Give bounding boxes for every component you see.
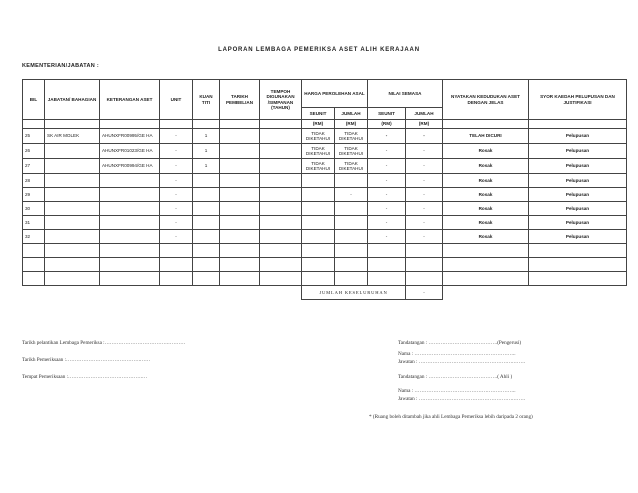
table-row [23,216,627,230]
cell-keterangan: AHUNXFR00995/GE HA [100,129,160,144]
cell-keterangan [100,174,160,188]
cell-bil: 28 [23,174,45,188]
cell-kuantiti: 1 [193,129,220,144]
cell-nilai-jumlah: - [406,129,443,144]
cell-unit: - [160,144,193,159]
cell-jabatan [45,144,100,159]
cell-jabatan [45,188,100,202]
cell-harga-seunit [302,188,335,202]
jawatan-ahli: Jawatan : ……………………………………………….……. [398,396,526,402]
table-row [23,159,627,174]
cell-jabatan [45,174,100,188]
cell-syor: Pelupusan [529,230,627,244]
cell-jabatan [45,202,100,216]
cell-keterangan [100,216,160,230]
cell-nilai-seunit: - [368,144,406,159]
cell-harga-seunit [302,230,335,244]
cell-bil: 29 [23,188,45,202]
tarikh-pelantikan: Tarikh pelantikan Lembaga Pemeriksa :……………………………….………. [22,340,186,346]
cell-kuantiti: 1 [193,159,220,174]
cell-kuantiti: 1 [193,144,220,159]
cell-syor: Pelupusan [529,216,627,230]
cell-jabatan [45,159,100,174]
empty-row [23,258,627,272]
header-unit: UNIT [160,80,193,120]
cell-kuantiti [193,174,220,188]
tandatangan-pengerusi: Tandatangan : ………………………………….(Pengerusi) [398,340,522,346]
header-jabatan: JABATAN/ BAHAGIAN [45,80,100,120]
cell-syor: Pelupusan [529,144,627,159]
cell-harga-jumlah [335,230,368,244]
header-rm: (RM) [368,120,406,129]
cell-nyatakan: Rosak [443,188,529,202]
cell-harga-seunit [302,174,335,188]
cell-harga-seunit [302,202,335,216]
cell-nilai-seunit: - [368,216,406,230]
cell-unit: - [160,159,193,174]
cell-jabatan: SK AIR MOLEK [45,129,100,144]
cell-nyatakan: Rosak [443,202,529,216]
cell-nyatakan: Rosak [443,144,529,159]
cell-nilai-seunit: - [368,188,406,202]
cell-keterangan [100,202,160,216]
cell-nyatakan: Rosak [443,159,529,174]
header-kuantiti: KUAN TITI [193,80,220,120]
empty-row [23,244,627,258]
total-row [23,286,627,300]
cell-nilai-jumlah: - [406,144,443,159]
cell-nilai-seunit: - [368,129,406,144]
cell-kuantiti [193,216,220,230]
cell-harga-jumlah [335,174,368,188]
cell-harga-jumlah [335,202,368,216]
cell-harga-jumlah: TIDAK DIKETAHUI [335,129,368,144]
cell-nilai-jumlah: - [406,230,443,244]
header-nilai-jumlah: JUMLAH [406,108,443,120]
cell-nilai-seunit: - [368,202,406,216]
cell-bil: 30 [23,202,45,216]
total-label: JUMLAH KESELURUHAN [302,286,406,300]
table-row [23,129,627,144]
cell-nyatakan: Rosak [443,216,529,230]
cell-unit: - [160,230,193,244]
cell-harga-seunit [302,216,335,230]
cell-nilai-seunit: - [368,174,406,188]
header-harga-jumlah: JUMLAH [335,108,368,120]
report-title: LAPORAN LEMBAGA PEMERIKSA ASET ALIH KERAJAAN [218,47,420,53]
cell-kuantiti [193,202,220,216]
tarikh-pemeriksaan: Tarikh Pemeriksaan :…………………………………….…… [22,357,151,363]
cell-harga-jumlah: TIDAK DIKETAHUI [335,159,368,174]
header-nilai: NILAI SEMASA [368,80,443,108]
table-row [23,230,627,244]
cell-nyatakan: TELAH DICURI [443,129,529,144]
header-bil: BIL [23,80,45,120]
nama-ahli: Nama : ………………………………………………….. [398,388,516,394]
cell-bil: 27 [23,159,45,174]
header-keterangan: KETERANGAN ASET [100,80,160,120]
cell-unit: - [160,129,193,144]
cell-jabatan [45,230,100,244]
cell-harga-seunit: TIDAK DIKETAHUI [302,144,335,159]
empty-row [23,272,627,286]
cell-syor: Pelupusan [529,202,627,216]
header-rm: (RM) [335,120,368,129]
cell-unit: - [160,174,193,188]
cell-nilai-jumlah: - [406,188,443,202]
cell-nyatakan: Rosak [443,230,529,244]
jawatan-pengerusi: Jawatan : ……………………………………………….……. [398,359,526,365]
cell-syor: Pelupusan [529,159,627,174]
ministry-label: KEMENTERIAN/JABATAN : [22,63,99,69]
cell-bil: 25 [23,129,45,144]
cell-harga-seunit: TIDAK DIKETAHUI [302,129,335,144]
cell-syor: Pelupusan [529,174,627,188]
cell-syor: Pelupusan [529,188,627,202]
cell-bil: 31 [23,216,45,230]
note: * (Ruang boleh ditambah jika ahli Lembaga Pemeriksa lebih daripada 2 orang) [369,414,533,420]
table-row [23,202,627,216]
cell-nilai-jumlah: - [406,174,443,188]
cell-harga-jumlah: - [335,188,368,202]
header-nyatakan: NYATAKAN KEDUDUKAN ASET DENGAN JELAS [443,80,529,120]
asset-table [22,79,627,300]
header-nilai-seunit: SEUNIT [368,108,406,120]
cell-harga-seunit: TIDAK DIKETAHUI [302,159,335,174]
cell-keterangan: AHUNXFR00994/GE HA [100,159,160,174]
cell-kuantiti [193,230,220,244]
tandatangan-ahli: Tandatangan : ………………………………….( Ahli ) [398,374,513,380]
header-rm: (RM) [302,120,335,129]
cell-nilai-jumlah: - [406,159,443,174]
cell-keterangan [100,188,160,202]
cell-bil: 32 [23,230,45,244]
header-tarikh: TARIKH PEMBELIAN [220,80,260,120]
total-value: - [406,286,443,300]
cell-jabatan [45,216,100,230]
header-rm: (RM) [406,120,443,129]
header-tempoh: TEMPOH DIGUNAKAN /SIMPANAN (TAHUN) [260,80,302,120]
cell-unit: - [160,202,193,216]
cell-nilai-jumlah: - [406,202,443,216]
header-syor: SYOR KAEDAH PELUPUSAN DAN JUSTIFIKASI [529,80,627,120]
table-row [23,144,627,159]
table-row [23,174,627,188]
cell-nilai-seunit: - [368,230,406,244]
cell-syor: Pelupusan [529,129,627,144]
cell-nilai-jumlah: - [406,216,443,230]
cell-unit: - [160,216,193,230]
cell-harga-jumlah [335,216,368,230]
cell-harga-jumlah: TIDAK DIKETAHUI [335,144,368,159]
cell-bil: 26 [23,144,45,159]
cell-keterangan: AHUNXFR01023/GE HA [100,144,160,159]
header-harga: HARGA PEROLEHAN ASAL [302,80,368,108]
cell-unit: - [160,188,193,202]
nama-pengerusi: Nama : ………………………………………………….. [398,351,516,357]
cell-kuantiti [193,188,220,202]
table-row [23,188,627,202]
cell-nilai-seunit: - [368,159,406,174]
cell-keterangan [100,230,160,244]
cell-nyatakan: Rosak [443,174,529,188]
header-harga-seunit: SEUNIT [302,108,335,120]
tempat-pemeriksaan: Tempat Pemeriksaan :…………………………………….… [22,374,148,380]
